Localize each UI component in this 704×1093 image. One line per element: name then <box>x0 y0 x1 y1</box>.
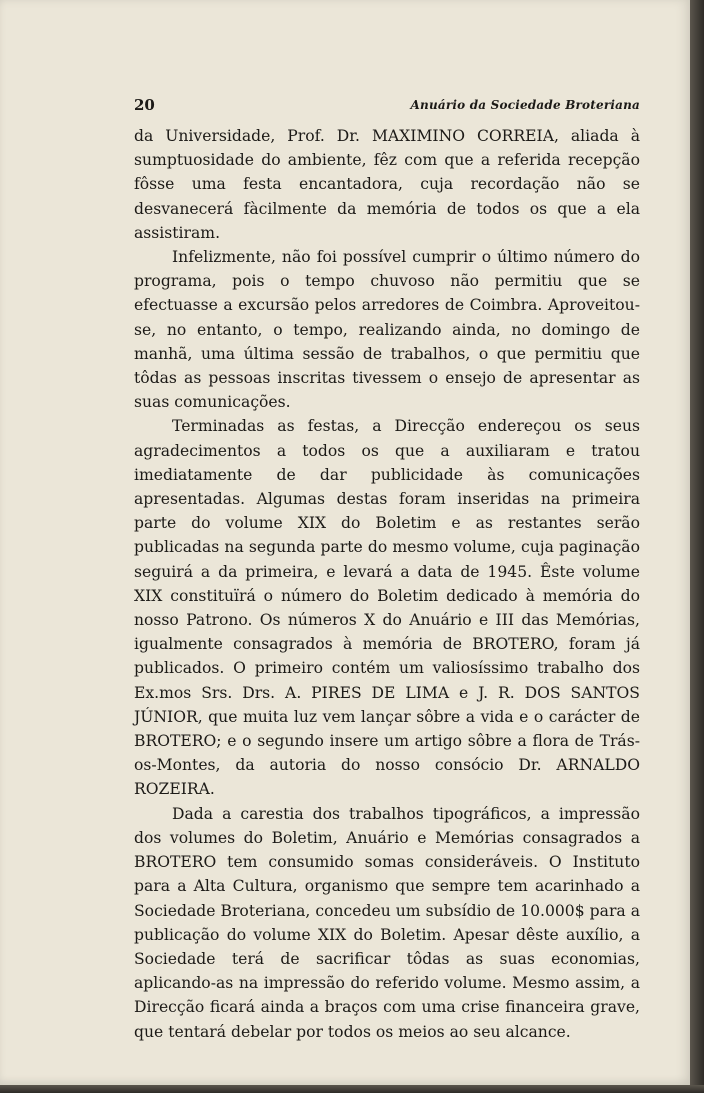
paragraph-4: Dada a carestia dos trabalhos tipográficos, a impressão dos volumes do Boletim, Anuário e Memórias consagrados a BROTERO tem consumido somas consideráveis. O Instituto para a Alta Cultura, organismo que sempre tem acarinhado a Sociedade Broteriana, concedeu um subsídio de 10.000$ para a publicação do volume XIX do Boletim. Apesar dêste auxílio, a Sociedade terá de sacrificar tôdas as suas economias, aplicando-as na impressão do referido volume. Mesmo assim, a Direcção ficará ainda a braços com uma crise financeira grave, que tentará debelar por todos os meios ao seu alcance. <box>134 804 640 1041</box>
page-header <box>134 96 640 116</box>
page-number: 20 <box>134 96 155 114</box>
paragraph-3: Terminadas as festas, a Direcção endereçou os seus agradecimentos a todos os que a auxiliaram e tratou imediatamente de dar publicidade às comunicações apresentadas. Algumas destas foram inseridas na primeira parte do volume XIX do Boletim e as restantes serão publicadas na segunda parte do mesmo volume, cuja paginação seguirá a da primeira, e levará a data de 1945. Êste volume XIX constituïrá o número do Boletim dedicado à memória do nosso Patrono. Os números X do Anuário e III das Memórias, igualmente consagrados à memória de BROTERO, foram já publicados. O primeiro contém um valiosíssimo trabalho dos Ex.mos Srs. Drs. A. PIRES DE LIMA e J. R. DOS SANTOS JÚNIOR, que muita luz vem lançar sôbre a vida e o carácter de BROTERO; e o segundo insere um artigo sôbre a flora de Trás-os-Montes, da autoria do nosso consócio Dr. ARNALDO ROZEIRA. <box>134 417 640 799</box>
running-head: Anuário da Sociedade Broteriana <box>410 98 640 112</box>
paragraph-2: Infelizmente, não foi possível cumprir o último número do programa, pois o tempo chuvoso não permitiu que se efectuasse a excursão pelos arredores de Coimbra. Aproveitou-se, no entanto, o tempo, realizando ainda, no domingo de manhã, uma última sessão de trabalhos, o que permitiu que tôdas as pessoas inscritas tivessem o ensejo de apresentar as suas comunicações. <box>134 248 640 412</box>
paragraph-1: da Universidade, Prof. Dr. MAXIMINO CORREIA, aliada à sumptuosidade do ambiente, fêz com que a referida recepção fôsse uma festa encantadora, cuja recordação não se desvanecerá fàcilmente da memória de todos os que a ela assistiram. <box>134 127 640 242</box>
page-edge-right <box>690 0 704 1093</box>
page-edge-bottom <box>0 1085 704 1093</box>
body-text <box>134 124 640 1044</box>
